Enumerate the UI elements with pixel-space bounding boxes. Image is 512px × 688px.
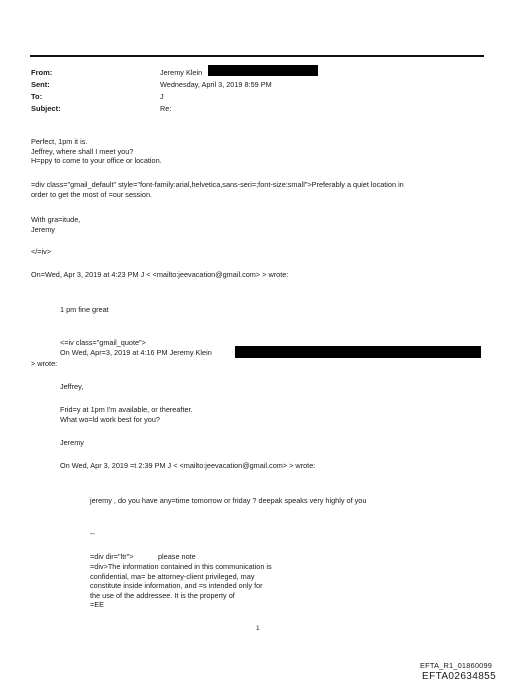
from-label: From: (31, 68, 53, 77)
paragraph-4 (60, 405, 193, 424)
close-div: </=iv> (31, 247, 52, 256)
footer-code-1: EFTA_R1_01860099 (420, 661, 493, 670)
redaction-from (208, 65, 318, 76)
reply-1: 1 pm fine great (60, 305, 109, 314)
subject-label: Subject: (31, 104, 61, 113)
header-rule (30, 55, 484, 57)
text-line: What wo=ld work best for you? (60, 414, 160, 424)
message-jeremy: jeremy , do you have any=time tomorrow or friday ? deepak speaks very highly of you (90, 496, 367, 505)
text-line: order to get the most of =our session. (31, 189, 153, 199)
on-line-2: On Wed, Apr=3, 2019 at 4:16 PM Jeremy Klein (60, 348, 212, 357)
subject-value: Re: (160, 104, 172, 113)
text-line: Perfect, 1pm it is. (31, 137, 88, 146)
paragraph-1 (31, 137, 162, 166)
salutation-jeffrey: Jeffrey, (60, 382, 84, 391)
div-ltr: =div dir="ltr"> (90, 552, 134, 561)
text-line: Jeffrey, where shall I meet you? (31, 146, 134, 156)
please-note: please note (158, 552, 196, 561)
text-line: With gra=itude, (31, 215, 81, 224)
paragraph-2 (31, 180, 404, 199)
on-line-1: On=Wed, Apr 3, 2019 at 4:23 PM J < <mailto:jeevacation@gmail.com> > wrote: (31, 270, 289, 279)
text-line: the use of the addressee. It is the property of (90, 590, 235, 600)
sent-value: Wednesday, April 3, 2019 8:59 PM (160, 80, 272, 89)
text-line: Frid=y at 1pm I'm available, or thereafter. (60, 405, 193, 414)
on-line-3: On Wed, Apr 3, 2019 =t 2:39 PM J < <mailto:jeevacation@gmail.com> > wrote: (60, 461, 316, 470)
text-line: =EE (90, 600, 104, 610)
text-line: =div>The information contained in this communication is (90, 562, 272, 571)
text-line: constitute inside information, and =s intended only for (90, 581, 263, 591)
to-value: J (160, 92, 164, 101)
redaction-email (235, 346, 481, 358)
signature-dashes: -- (90, 529, 95, 538)
sent-label: Sent: (31, 80, 50, 89)
footer-code-2: EFTA02634855 (422, 671, 497, 682)
signature-jeremy: Jeremy (60, 438, 84, 447)
signoff (31, 215, 80, 234)
disclaimer (90, 562, 272, 610)
text-line: Jeremy (31, 224, 55, 234)
text-line: H=ppy to come to your office or location. (31, 156, 162, 166)
to-label: To: (31, 92, 43, 101)
quote-div: <=iv class="gmail_quote"> (60, 338, 146, 347)
text-line: =div class="gmail_default" style="font-family:arial,helvetica,sans-seri=;font-size:small">Preferably a quiet location in (31, 180, 404, 189)
wrote-line: > wrote: (31, 359, 58, 368)
text-line: confidential, ma= be attorney-client privileged, may (90, 571, 255, 581)
page-number: 1 (256, 625, 260, 632)
from-value: Jeremy Klein (160, 68, 203, 77)
